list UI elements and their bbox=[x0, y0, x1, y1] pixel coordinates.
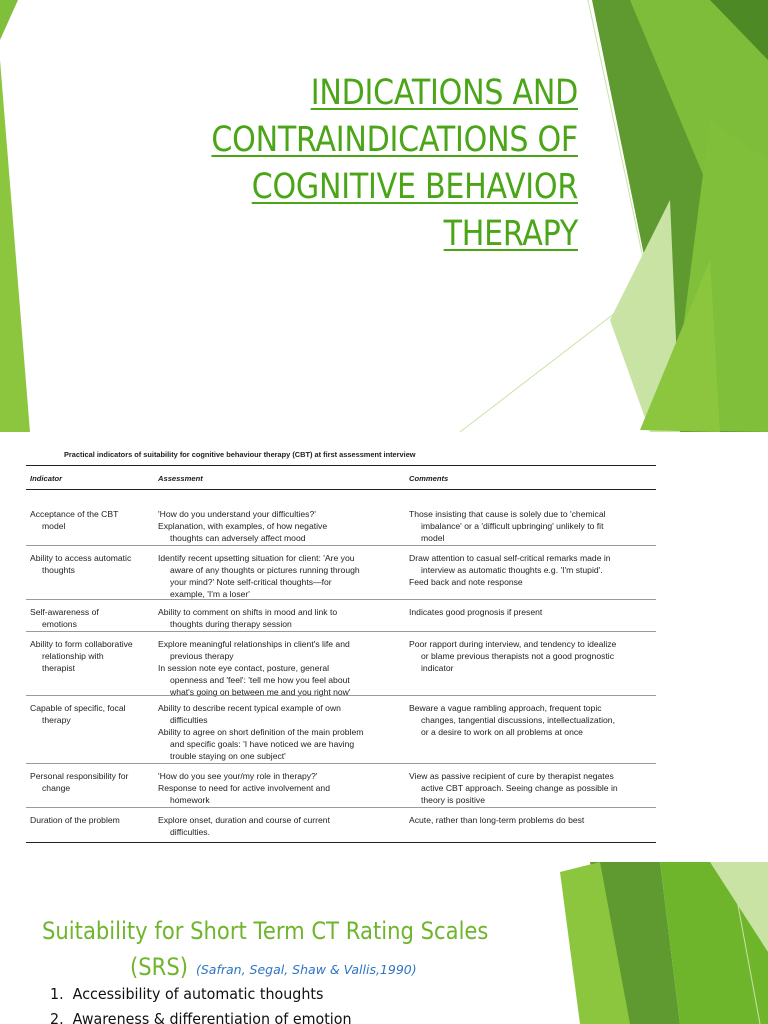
cell-line: model bbox=[421, 533, 445, 543]
title-line: CONTRAINDICATIONS OF bbox=[211, 120, 578, 160]
cell-line: therapy bbox=[42, 715, 71, 725]
cell-line: In session note eye contact, posture, general bbox=[158, 663, 330, 673]
cell-line: Personal responsibility for bbox=[30, 771, 129, 781]
cell-line: Explore meaningful relationships in client's life and bbox=[158, 639, 350, 649]
cell-line: Poor rapport during interview, and tendency to idealize bbox=[409, 639, 617, 649]
cell-line: Ability to form collaborative bbox=[30, 639, 133, 649]
indicator-cell bbox=[30, 606, 160, 630]
comments-cell bbox=[409, 552, 659, 588]
indicator-cell bbox=[30, 770, 160, 794]
assessment-cell bbox=[158, 552, 410, 600]
title-slide bbox=[0, 0, 768, 432]
comments-cell bbox=[409, 638, 659, 674]
cell-line: Ability to describe recent typical example of own bbox=[158, 703, 341, 713]
cell-line: Explanation, with examples, of how negative bbox=[158, 521, 328, 531]
assessment-cell bbox=[158, 702, 410, 762]
comments-cell bbox=[409, 814, 659, 826]
table-top-rule bbox=[26, 465, 656, 466]
title-line: THERAPY bbox=[443, 214, 578, 254]
cell-line: Explore onset, duration and course of current bbox=[158, 815, 330, 825]
srs-slide bbox=[0, 862, 768, 1024]
cell-line: theory is positive bbox=[421, 795, 486, 805]
indicator-cell bbox=[30, 638, 160, 674]
cell-line: example, 'I'm a loser' bbox=[170, 589, 250, 599]
header-comments: Comments bbox=[409, 474, 449, 483]
assessment-cell bbox=[158, 638, 410, 698]
cell-line: Those insisting that cause is solely due to 'chemical bbox=[409, 509, 606, 519]
left-green-decoration bbox=[0, 0, 40, 432]
cell-line: and specific goals: 'I have noticed we are having bbox=[170, 739, 355, 749]
cell-line: previous therapy bbox=[170, 651, 234, 661]
assessment-cell bbox=[158, 770, 410, 806]
cell-line: Ability to agree on short definition of the main problem bbox=[158, 727, 364, 737]
assessment-cell bbox=[158, 814, 410, 838]
comments-cell bbox=[409, 702, 659, 738]
cell-line: thoughts during therapy session bbox=[170, 619, 292, 629]
cell-line: active CBT approach. Seeing change as possible in bbox=[421, 783, 618, 793]
table-bottom-rule bbox=[26, 842, 656, 843]
row-separator bbox=[26, 599, 656, 600]
cell-line: openness and 'feel': 'tell me how you feel about bbox=[170, 675, 350, 685]
suitability-table bbox=[24, 432, 658, 860]
cell-line: View as passive recipient of cure by therapist negates bbox=[409, 771, 614, 781]
cell-line: or blame previous therapists not a good prognostic bbox=[421, 651, 614, 661]
cell-line: your mind?' Note self-critical thoughts—for bbox=[170, 577, 332, 587]
cell-line: aware of any thoughts or pictures running through bbox=[170, 565, 360, 575]
cell-line: changes, tangential discussions, intellectualization, bbox=[421, 715, 615, 725]
cell-line: 'How do you see your/my role in therapy?' bbox=[158, 771, 318, 781]
cell-line: emotions bbox=[42, 619, 77, 629]
srs-title-abbrev: (SRS) bbox=[130, 953, 188, 981]
cell-line: or a desire to work on all problems at once bbox=[421, 727, 583, 737]
assessment-cell bbox=[158, 606, 410, 630]
cell-line: thoughts bbox=[42, 565, 75, 575]
cell-line: what's going on between me and you right now' bbox=[170, 687, 351, 697]
cell-line: therapist bbox=[42, 663, 75, 673]
indicator-cell bbox=[30, 814, 160, 826]
cell-line: thoughts can adversely affect mood bbox=[170, 533, 306, 543]
cell-line: difficulties bbox=[170, 715, 208, 725]
cell-line: Ability to comment on shifts in mood and link to bbox=[158, 607, 338, 617]
row-separator bbox=[26, 807, 656, 808]
title-line: COGNITIVE BEHAVIOR bbox=[251, 167, 578, 207]
srs-title: Suitability for Short Term CT Rating Scales bbox=[42, 917, 489, 945]
cell-line: trouble staying on one subject' bbox=[170, 751, 286, 761]
cell-line: Duration of the problem bbox=[30, 815, 120, 825]
list-item: 2. Awareness & differentiation of emotion bbox=[50, 1010, 352, 1024]
cell-line: 'How do you understand your difficulties?' bbox=[158, 509, 316, 519]
slide-title bbox=[174, 70, 578, 258]
cell-line: Feed back and note response bbox=[409, 577, 523, 587]
cell-line: relationship with bbox=[42, 651, 104, 661]
cell-line: Beware a vague rambling approach, frequent topic bbox=[409, 703, 602, 713]
srs-citation: (Safran, Segal, Shaw & Vallis,1990) bbox=[196, 962, 417, 977]
list-item: 1. Accessibility of automatic thoughts bbox=[50, 985, 324, 1003]
cell-line: Identify recent upsetting situation for client: 'Are you bbox=[158, 553, 355, 563]
cell-line: difficulties. bbox=[170, 827, 210, 837]
cell-line: Capable of specific, focal bbox=[30, 703, 126, 713]
cell-line: Self-awareness of bbox=[30, 607, 99, 617]
header-indicator: Indicator bbox=[30, 474, 63, 483]
indicator-cell bbox=[30, 552, 160, 576]
row-separator bbox=[26, 545, 656, 546]
cell-line: imbalance' or a 'difficult upbringing' unlikely to fit bbox=[421, 521, 604, 531]
header-assessment: Assessment bbox=[158, 474, 203, 483]
table-caption: Practical indicators of suitability for cognitive behaviour therapy (CBT) at first assessment interview bbox=[64, 450, 416, 459]
cell-line: interview as automatic thoughts e.g. 'I'm stupid'. bbox=[421, 565, 603, 575]
cell-line: Acute, rather than long-term problems do best bbox=[409, 815, 585, 825]
title-line: INDICATIONS AND bbox=[310, 73, 578, 113]
row-separator bbox=[26, 763, 656, 764]
comments-cell bbox=[409, 606, 659, 618]
header-rule bbox=[26, 489, 656, 490]
cell-line: indicator bbox=[421, 663, 454, 673]
comments-cell bbox=[409, 770, 659, 806]
cell-line: Draw attention to casual self-critical remarks made in bbox=[409, 553, 611, 563]
cell-line: Response to need for active involvement and bbox=[158, 783, 330, 793]
cell-line: model bbox=[42, 521, 66, 531]
right-green-decoration-2 bbox=[560, 862, 768, 1024]
indicator-cell bbox=[30, 508, 160, 532]
row-separator bbox=[26, 695, 656, 696]
srs-list bbox=[50, 982, 352, 1024]
cell-line: change bbox=[42, 783, 71, 793]
cell-line: Indicates good prognosis if present bbox=[409, 607, 543, 617]
row-separator bbox=[26, 631, 656, 632]
cell-line: homework bbox=[170, 795, 210, 805]
cell-line: Acceptance of the CBT bbox=[30, 509, 119, 519]
comments-cell bbox=[409, 508, 659, 544]
indicator-cell bbox=[30, 702, 160, 726]
assessment-cell bbox=[158, 508, 410, 544]
cell-line: Ability to access automatic bbox=[30, 553, 132, 563]
